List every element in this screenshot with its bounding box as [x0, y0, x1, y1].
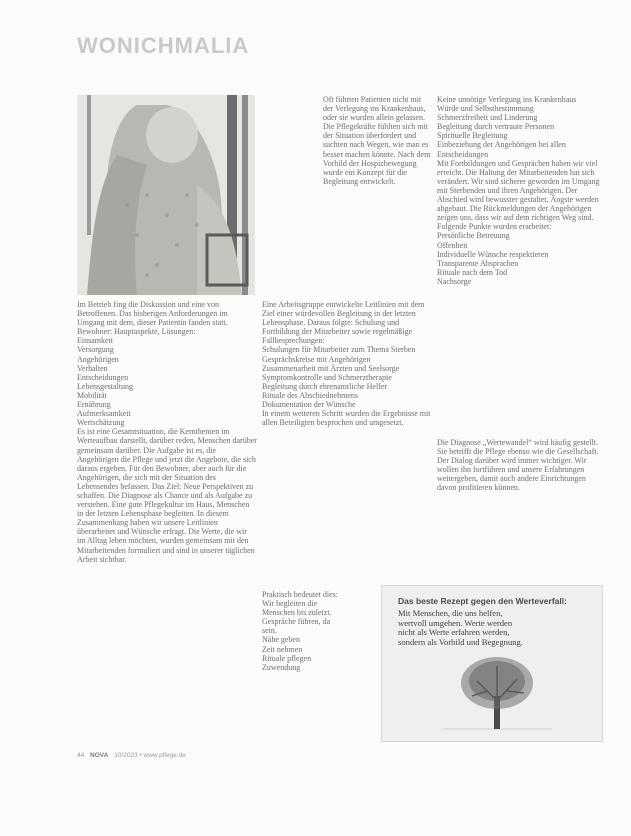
column-a	[77, 300, 257, 564]
list-item: Dokumentation der Wünsche	[262, 400, 356, 410]
practice-list	[262, 635, 340, 671]
quote-box	[381, 585, 603, 742]
magazine-name: NOVA	[90, 752, 109, 759]
list-item: Rituale pflegen	[262, 653, 312, 663]
list-item: Begleitung durch ehrenamtliche Helfer	[262, 381, 388, 391]
body-paragraph: Oft führten Patienten nicht mit der Verlegung ins Krankenhaus, oder sie wurden allein gelassen. Die Pflegekräfte fühlten sich mit der Situation überfordert und suchten nach Wegen, wie man es besser machen könnte. Nach dem Vorbild der Hospizbewegung wurde ein Konzept für die Begleitung entwickelt.	[323, 95, 431, 186]
list-lead: Folgende Punkte wurden erarbeitet:	[437, 222, 552, 232]
intro-paragraph: Im Betrieb fing die Diskussion und eine von Betroffenen. Das bisherigen Anforderungen im Umgang mit dem, dieser Patientin fanden statt.	[77, 300, 228, 328]
issue-info: 10/2023 • www.pflege.de	[114, 752, 186, 759]
column-b-bottom	[262, 590, 340, 672]
goals-list	[437, 95, 607, 159]
list-item: Nachsorge	[437, 276, 472, 286]
list-item: Rituale nach dem Tod	[437, 267, 508, 277]
list-item: Verhalten	[77, 363, 108, 373]
tree-illustration	[442, 651, 552, 736]
list-item: Offenheit	[437, 240, 468, 250]
list-item: Transparente Absprachen	[437, 258, 519, 268]
list-item: Schmerzfreiheit und Linderung	[437, 113, 538, 123]
list-item: Spirituelle Begleitung	[437, 131, 508, 141]
body-paragraph: In einem weiteren Schritt wurden die Ergebnisse mit allen Beteiligten besprochen und umgesetzt.	[262, 409, 431, 428]
aspects-list	[77, 336, 257, 427]
quote-line: wertvoll umgehen. Werte werden	[398, 617, 513, 628]
body-paragraph: Es ist eine Gesamtsituation, die Kernthemen im Werteaufbau darstellt, darüber reden, Menschen darüber gemeinsam darüber. Die Aufgabe ist es, die Angehörigen die Pflege und jetzt die Angebote, die sich daraus ergeben. Für den Bewohner, aber auch für die Angehörigen, die sich mit der Situation des Lebensendes befassen. Das Ziel: Neue Perspektiven zu schaffen. Die Diagnose als Chance und als Aufgabe zu verstehen. Eine gute Pflegekultur im Haus, Menschen in der letzten Lebensphase begleiten. In diesem Zusammenhang haben wir unsere Leitlinien überarbeitet und Wünsche erfragt. Die Werte, die wir im Alltag leben möchten, wurden gemeinsam mit den Mitarbeitenden formuliert und sind in unserer täglichen Arbeit sichtbar.	[77, 427, 257, 564]
list-item: Persönliche Betreuung	[437, 231, 510, 241]
list-item: Wertschätzung	[77, 418, 125, 428]
list-item: Zusammenarbeit mit Ärzten und Seelsorge	[262, 363, 400, 373]
list-item: Keine unnötige Verlegung ins Krankenhaus	[437, 95, 577, 104]
list-item: Lebensgestaltung	[77, 381, 133, 391]
body-paragraph: Mit Fortbildungen und Gesprächen haben wir viel erreicht. Die Haltung der Mitarbeitenden hat sich verändert. Wir sind sicherer geworden im Umgang mit Sterbenden und ihren Angehörigen. Der Abschied wird bewusster gestaltet, Ängste werden abgebaut. Die Rückmeldungen der Angehörigen zeigen uns, dass wir auf dem richtigen Weg sind.	[437, 158, 600, 223]
page-number: 44	[77, 752, 85, 759]
quote-line: nicht als Werte erfahren werden,	[398, 627, 510, 637]
list-item: Nähe geben	[262, 635, 300, 645]
list-item: Rituale des Abschiednehmens	[262, 390, 358, 400]
list-item: Schulungen für Mitarbeiter zum Thema Sterben	[262, 345, 416, 355]
list-item: Einbeziehung der Angehörigen bei allen Entscheidungen	[437, 140, 566, 159]
page-footer	[77, 752, 186, 759]
list-item: Aufmerksamkeit	[77, 409, 131, 419]
column-b-middle	[262, 300, 432, 427]
list-item: Versorgung	[77, 345, 114, 355]
list-item: Individuelle Wünsche respektieren	[437, 249, 549, 259]
list-item: Mobilität	[77, 390, 107, 400]
column-c-bottom	[437, 438, 607, 493]
list-item: Angehörigen	[77, 354, 119, 364]
list-item: Symptomkontrolle und Schmerztherapie	[262, 372, 392, 382]
quote-line: sondern als Vorbild und Begegnung.	[398, 636, 523, 647]
points-list	[437, 231, 607, 286]
body-paragraph: Die Diagnose „Wertewandel“ wird häufig gestellt. Sie betrifft die Pflege ebenso wie die Gesellschaft. Der Dialog darüber wird immer wichtiger. Wir wollen ihn fortführen und unsere Erfahrungen weitergeben, damit auch andere Einrichtungen davon profitieren können.	[437, 438, 599, 493]
list-lead: Eine Arbeitsgruppe entwickelte Leitlinien mit dem Ziel einer würdevollen Begleitung in der letzten Lebensphase. Daraus folgte: Schulung und Fortbildung der Mitarbeiter sowie regelmäßige Fallbesprechungen:	[262, 300, 425, 346]
measures-list	[262, 345, 432, 409]
magazine-header: WONICHMALIA	[77, 33, 250, 58]
list-item: Zuwendung	[262, 662, 301, 672]
column-b-top	[323, 95, 433, 186]
body-paragraph: Praktisch bedeutet dies: Wir begleiten die Menschen bis zuletzt. Gespräche führen, da sein.	[262, 590, 338, 636]
list-item: Ernährung	[77, 400, 111, 410]
quote-box-text	[398, 609, 593, 647]
list-item: Zeit nehmen	[262, 644, 303, 654]
quote-line: Mit Menschen, die uns helfen,	[398, 608, 503, 618]
list-item: Begleitung durch vertraute Personen	[437, 122, 555, 132]
photo-elderly-woman	[77, 95, 255, 295]
column-c	[437, 95, 607, 286]
quote-box-title: Das beste Rezept gegen den Werteverfall:	[398, 596, 567, 606]
list-item: Einsamkeit	[77, 336, 113, 346]
list-item: Entscheidungen	[77, 372, 129, 382]
list-lead: Bewohner: Hauptaspekte, Lösungen:	[77, 327, 196, 337]
list-item: Würde und Selbstbestimmung	[437, 104, 534, 114]
list-item: Gesprächskreise mit Angehörigen	[262, 354, 371, 364]
